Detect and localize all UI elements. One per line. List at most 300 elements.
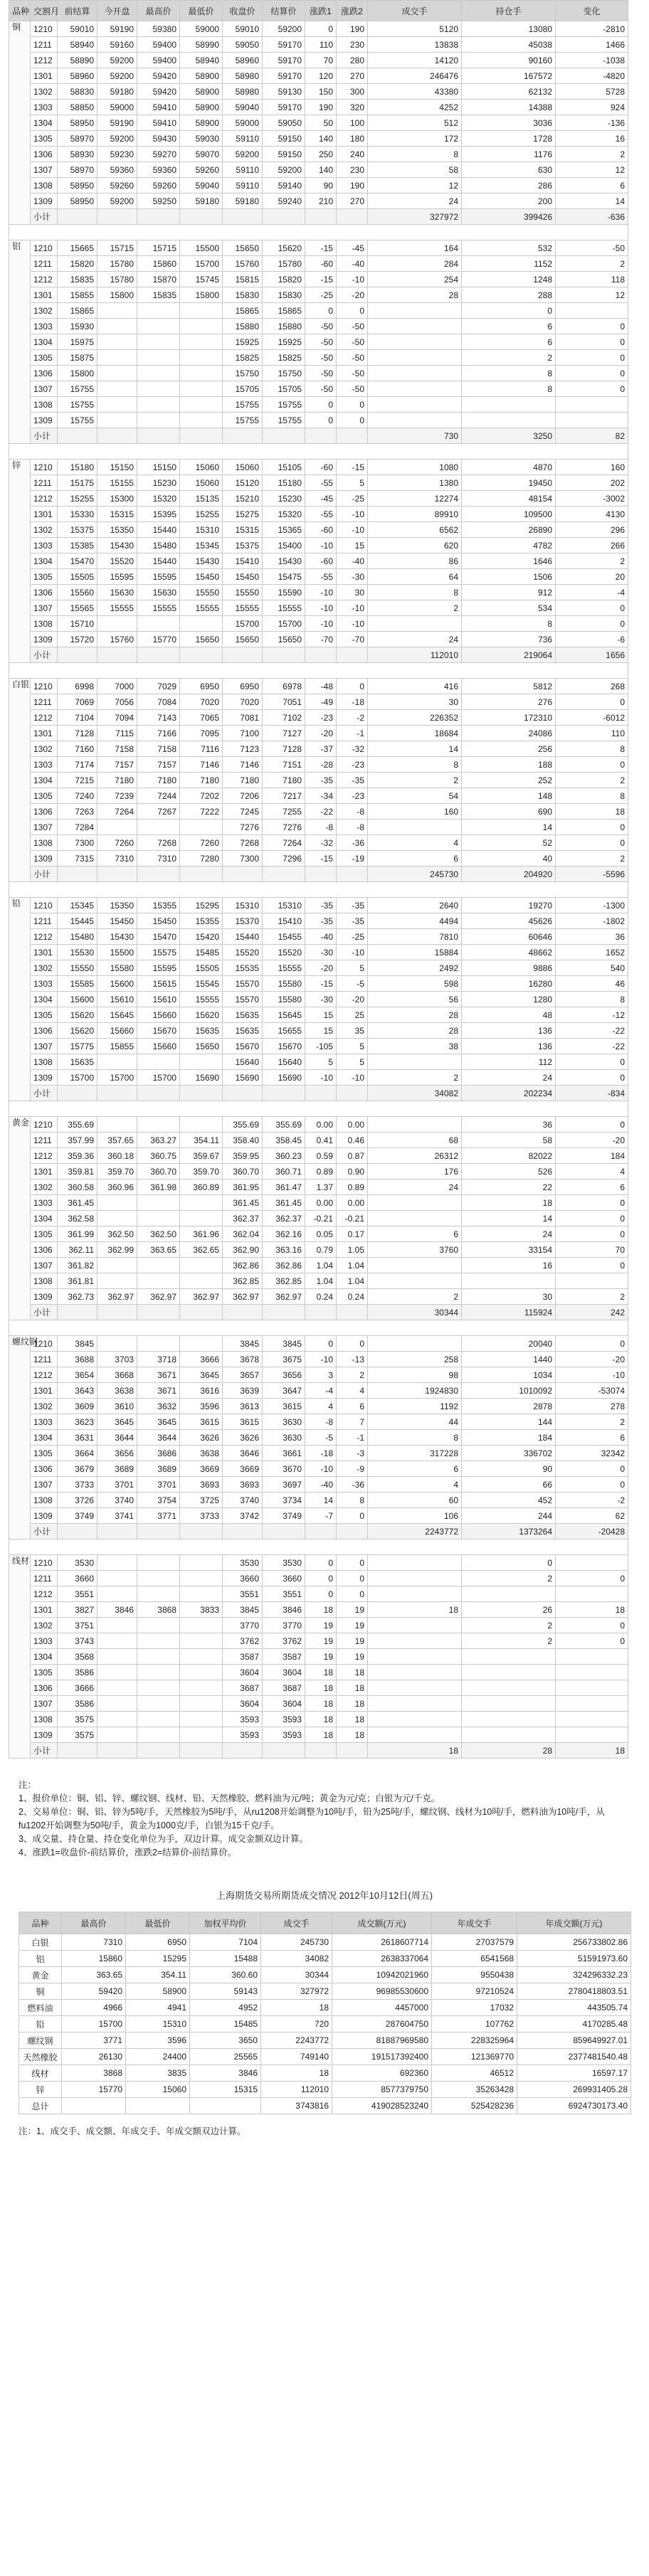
table-cell	[137, 350, 180, 366]
commodity-name: 线材	[9, 1555, 31, 1759]
summary-cell: 59143	[190, 1983, 261, 2000]
table-cell: 7260	[180, 835, 223, 851]
table-cell: 736	[462, 632, 556, 647]
table-cell	[97, 1336, 137, 1352]
table-row	[9, 1180, 628, 1195]
table-cell: 6562	[368, 522, 462, 538]
table-cell: 15500	[97, 945, 137, 960]
summary-cell: 15310	[126, 2016, 190, 2032]
table-cell: 45626	[462, 913, 556, 929]
table-cell: 7215	[58, 773, 97, 788]
table-row	[9, 413, 628, 428]
table-cell: 3666	[58, 1680, 97, 1696]
table-cell: 30	[337, 585, 368, 600]
table-cell: -40	[305, 1477, 337, 1493]
table-cell: 280	[337, 53, 368, 68]
contract-month: 1304	[31, 992, 58, 1007]
table-row	[9, 1602, 628, 1618]
table-row	[9, 1571, 628, 1586]
summary-cell: 121369770	[432, 2049, 517, 2065]
table-cell: 58980	[223, 84, 263, 100]
table-cell: 0	[556, 1117, 628, 1133]
table-cell: 140	[305, 131, 337, 147]
table-cell: 15230	[137, 475, 180, 491]
table-cell: 59000	[223, 115, 263, 131]
table-row	[9, 1023, 628, 1039]
subtotal-cell: -834	[556, 1086, 628, 1101]
table-cell	[180, 1336, 223, 1352]
table-row	[9, 240, 628, 256]
table-row	[9, 553, 628, 569]
table-cell: 19270	[462, 898, 556, 913]
table-cell	[462, 1586, 556, 1602]
table-cell: 360.23	[263, 1148, 305, 1164]
table-cell: 3845	[223, 1336, 263, 1352]
table-cell: 6	[556, 178, 628, 194]
subtotal-cell: 204920	[462, 866, 556, 882]
table-cell: 1646	[462, 553, 556, 569]
table-row	[9, 21, 628, 37]
table-cell: 512	[368, 115, 462, 131]
table-cell: 58	[462, 1133, 556, 1148]
table-cell: 59180	[180, 194, 223, 209]
table-cell: 15690	[223, 1070, 263, 1086]
table-row	[9, 1461, 628, 1477]
table-cell: 12	[556, 287, 628, 303]
table-cell	[137, 1727, 180, 1743]
table-cell: 5812	[462, 679, 556, 694]
summary-commodity: 铝	[19, 1951, 62, 1967]
table-cell: 6	[556, 1430, 628, 1446]
table-cell: 3751	[58, 1618, 97, 1633]
table-row	[9, 710, 628, 726]
table-cell: 1010092	[462, 1383, 556, 1399]
table-cell: 15580	[263, 976, 305, 992]
table-cell	[97, 1712, 137, 1727]
table-cell	[137, 381, 180, 397]
table-cell: 15830	[263, 287, 305, 303]
table-cell: 6	[462, 334, 556, 350]
table-cell: 15755	[223, 413, 263, 428]
table-cell: 59050	[263, 115, 305, 131]
table-cell: 110	[556, 726, 628, 741]
table-cell: 15660	[97, 1023, 137, 1039]
table-cell: 3631	[58, 1430, 97, 1446]
table-cell	[137, 397, 180, 413]
table-cell: 45038	[462, 37, 556, 53]
table-cell	[97, 1211, 137, 1226]
subtotal-cell: 112010	[368, 647, 462, 663]
table-cell: 18	[305, 1727, 337, 1743]
table-cell	[97, 381, 137, 397]
contract-month: 1301	[31, 507, 58, 522]
table-cell: 226352	[368, 710, 462, 726]
table-row	[9, 319, 628, 334]
table-cell	[97, 1555, 137, 1571]
table-row	[9, 929, 628, 945]
table-cell: 3693	[180, 1477, 223, 1493]
table-cell: -10	[556, 1367, 628, 1383]
summary-cell: 749140	[261, 2049, 332, 2065]
table-cell: 3587	[263, 1649, 305, 1665]
subtotal-cell	[58, 1086, 97, 1101]
summary-cell: 3650	[190, 2032, 261, 2049]
summary-row	[19, 2082, 631, 2098]
contract-month: 1309	[31, 194, 58, 209]
table-cell: 40	[462, 851, 556, 866]
table-cell: 359.70	[97, 1164, 137, 1180]
summary-cell: 6950	[126, 1934, 190, 1951]
subtotal-cell	[337, 209, 368, 225]
table-cell: 15310	[263, 898, 305, 913]
table-cell: 59170	[263, 53, 305, 68]
table-cell: 52	[462, 835, 556, 851]
table-cell: 630	[462, 162, 556, 178]
table-cell: 7157	[137, 757, 180, 773]
table-cell: 59030	[180, 131, 223, 147]
table-cell: -40	[337, 553, 368, 569]
table-cell: 0.89	[305, 1164, 337, 1180]
table-cell: 7310	[137, 851, 180, 866]
table-cell: 690	[462, 804, 556, 820]
table-cell: 3586	[58, 1665, 97, 1680]
table-row	[9, 538, 628, 553]
table-cell: 15635	[223, 1023, 263, 1039]
table-cell: 3689	[137, 1461, 180, 1477]
table-cell: -23	[337, 757, 368, 773]
subtotal-cell	[180, 209, 223, 225]
table-cell: 59270	[137, 147, 180, 162]
table-cell: 50	[305, 115, 337, 131]
subtotal-label: 小计	[31, 1524, 58, 1539]
summary-row	[19, 1951, 631, 1967]
table-cell: 5120	[368, 21, 462, 37]
section-gap	[9, 444, 628, 460]
table-cell: 3656	[97, 1446, 137, 1461]
table-cell: -6012	[556, 710, 628, 726]
summary-commodity: 黄金	[19, 1967, 62, 1983]
table-cell: 3726	[58, 1493, 97, 1508]
contract-month: 1308	[31, 178, 58, 194]
table-cell: -19	[337, 851, 368, 866]
summary-cell: 15060	[126, 2082, 190, 2098]
table-cell: 58950	[58, 178, 97, 194]
subtotal-cell: 327972	[368, 209, 462, 225]
table-cell	[180, 1054, 223, 1070]
table-row	[9, 1242, 628, 1258]
subtotal-cell	[137, 1305, 180, 1320]
table-cell: 44	[368, 1414, 462, 1430]
table-cell: 48662	[462, 945, 556, 960]
contract-month: 1301	[31, 1602, 58, 1618]
table-cell: 452	[462, 1493, 556, 1508]
table-cell	[137, 1211, 180, 1226]
table-cell: 148	[462, 788, 556, 804]
table-cell: 2	[462, 1571, 556, 1586]
table-cell: -1038	[556, 53, 628, 68]
table-row	[9, 585, 628, 600]
table-cell: 416	[368, 679, 462, 694]
table-cell: 15640	[263, 1054, 305, 1070]
table-cell: -40	[305, 929, 337, 945]
table-cell: 359.70	[180, 1164, 223, 1180]
table-cell: 140	[305, 162, 337, 178]
table-cell: 18	[337, 1665, 368, 1680]
notes-block	[19, 1779, 630, 1860]
table-cell	[180, 413, 223, 428]
table-cell: -2810	[556, 21, 628, 37]
table-cell: 15715	[97, 240, 137, 256]
table-cell	[180, 303, 223, 319]
subtotal-cell: 730	[368, 428, 462, 444]
table-cell	[556, 1712, 628, 1727]
table-cell: -1	[337, 1430, 368, 1446]
table-cell: -55	[305, 507, 337, 522]
table-cell: 3530	[263, 1555, 305, 1571]
gap-cell	[9, 1320, 628, 1336]
contract-month: 1306	[31, 366, 58, 381]
table-cell	[137, 1273, 180, 1289]
table-cell: 188	[462, 757, 556, 773]
table-cell: 15620	[180, 1007, 223, 1023]
table-cell: 59050	[223, 37, 263, 53]
table-cell: 15450	[180, 569, 223, 585]
contract-month: 1301	[31, 1164, 58, 1180]
table-cell: 0	[556, 1258, 628, 1273]
table-cell: 7160	[58, 741, 97, 757]
commodity-name: 锌	[9, 460, 31, 663]
table-cell: 3678	[223, 1352, 263, 1367]
table-cell	[180, 820, 223, 835]
subtotal-row	[9, 1743, 628, 1759]
summary-cell: 24400	[126, 2049, 190, 2065]
subtotal-cell	[137, 1086, 180, 1101]
table-cell: 362.86	[263, 1258, 305, 1273]
table-cell: 3593	[263, 1727, 305, 1743]
table-cell: 15180	[263, 475, 305, 491]
table-cell: -70	[337, 632, 368, 647]
summary-commodity: 白银	[19, 1934, 62, 1951]
contract-month: 1302	[31, 1618, 58, 1633]
table-cell: -35	[337, 773, 368, 788]
summary-row	[19, 2049, 631, 2065]
table-cell	[368, 1649, 462, 1665]
table-cell: -8	[305, 820, 337, 835]
table-cell: 3733	[58, 1477, 97, 1493]
table-cell: 8	[556, 992, 628, 1007]
table-cell: 0	[556, 1054, 628, 1070]
contract-month: 1307	[31, 381, 58, 397]
subtotal-cell: -5596	[556, 866, 628, 882]
table-cell	[180, 1633, 223, 1649]
table-cell: 2	[462, 1633, 556, 1649]
table-row	[9, 1446, 628, 1461]
table-cell: 362.85	[223, 1273, 263, 1289]
table-cell: 59000	[97, 100, 137, 115]
column-header: 品种	[9, 1, 31, 21]
table-cell: 3575	[58, 1712, 97, 1727]
gap-cell	[9, 1539, 628, 1555]
table-cell: 3762	[263, 1633, 305, 1649]
table-cell: 362.58	[58, 1211, 97, 1226]
table-cell: 526	[462, 1164, 556, 1180]
table-cell: 59200	[97, 68, 137, 84]
table-cell: 30	[368, 694, 462, 710]
table-cell: 3740	[97, 1493, 137, 1508]
table-row	[9, 256, 628, 272]
table-cell: 15375	[223, 538, 263, 553]
table-cell: 15545	[180, 976, 223, 992]
column-header: 成交手	[368, 1, 462, 21]
table-cell	[180, 334, 223, 350]
table-row	[9, 616, 628, 632]
table-cell: 0	[556, 1618, 628, 1633]
table-cell: 24	[368, 632, 462, 647]
table-cell	[137, 413, 180, 428]
table-cell: 58930	[58, 147, 97, 162]
table-cell: -25	[337, 491, 368, 507]
table-row	[9, 100, 628, 115]
subtotal-label: 小计	[31, 1743, 58, 1759]
table-row	[9, 1039, 628, 1054]
table-cell: 15630	[137, 585, 180, 600]
table-cell: 89910	[368, 507, 462, 522]
table-cell: 7127	[263, 726, 305, 741]
table-cell: 15855	[58, 287, 97, 303]
table-cell: 3771	[137, 1508, 180, 1524]
table-cell	[368, 1696, 462, 1712]
summary-column-header: 年成交额(万元)	[517, 1912, 631, 1934]
table-cell: 86	[368, 553, 462, 569]
table-cell: 6978	[263, 679, 305, 694]
table-cell: 1.37	[305, 1180, 337, 1195]
column-header: 最低价	[180, 1, 223, 21]
gap-cell	[9, 882, 628, 898]
table-cell: 2	[556, 256, 628, 272]
table-cell: 8	[368, 1430, 462, 1446]
footer-note: 注：1、成交手、成交额、年成交手、年成交额双边计算。	[19, 2126, 246, 2136]
table-cell: 18	[305, 1680, 337, 1696]
subtotal-cell	[97, 1743, 137, 1759]
subtotal-label: 小计	[31, 428, 58, 444]
table-cell: 3623	[58, 1414, 97, 1430]
table-cell	[137, 1649, 180, 1665]
table-cell: 18	[305, 1712, 337, 1727]
contract-month: 1211	[31, 475, 58, 491]
subtotal-cell	[223, 428, 263, 444]
table-cell	[368, 1680, 462, 1696]
table-row	[9, 976, 628, 992]
table-row	[9, 804, 628, 820]
table-cell	[368, 397, 462, 413]
table-cell: 7158	[97, 741, 137, 757]
table-cell: 0	[305, 1586, 337, 1602]
table-cell: 59110	[223, 131, 263, 147]
table-cell	[368, 1054, 462, 1070]
table-cell: -4820	[556, 68, 628, 84]
table-cell: 3593	[263, 1712, 305, 1727]
table-cell: 15860	[137, 256, 180, 272]
table-cell: 4	[368, 835, 462, 851]
contract-month: 1306	[31, 1461, 58, 1477]
contract-month: 1304	[31, 334, 58, 350]
table-cell: 15760	[97, 632, 137, 647]
summary-cell: 354.11	[126, 1967, 190, 1983]
summary-cell: 58900	[126, 1983, 190, 2000]
table-cell: -45	[337, 240, 368, 256]
table-cell: 361.95	[223, 1180, 263, 1195]
table-cell: 62132	[462, 84, 556, 100]
table-cell: 8	[337, 1493, 368, 1508]
table-cell: -48	[305, 679, 337, 694]
table-cell	[368, 319, 462, 334]
contract-month: 1303	[31, 976, 58, 992]
table-cell	[462, 1273, 556, 1289]
contract-month: 1305	[31, 569, 58, 585]
table-cell: 15520	[223, 945, 263, 960]
contract-month: 1301	[31, 945, 58, 960]
table-cell: 190	[337, 178, 368, 194]
table-row	[9, 1133, 628, 1148]
commodity-name: 铜	[9, 21, 31, 225]
table-cell: 15595	[97, 569, 137, 585]
contract-month: 1210	[31, 460, 58, 475]
table-cell	[556, 1727, 628, 1743]
summary-cell: 191517392400	[332, 2049, 432, 2065]
table-cell: 2	[368, 600, 462, 616]
table-cell: -8	[305, 1414, 337, 1430]
table-cell: 20040	[462, 1336, 556, 1352]
table-cell: 48154	[462, 491, 556, 507]
table-cell: 15455	[263, 929, 305, 945]
table-cell: 362.97	[97, 1289, 137, 1305]
table-cell: 3688	[58, 1352, 97, 1367]
table-cell: -20	[305, 960, 337, 976]
table-cell: 15570	[223, 976, 263, 992]
table-cell: 15700	[58, 1070, 97, 1086]
table-row	[9, 820, 628, 835]
table-cell: 18	[337, 1696, 368, 1712]
table-cell: 3643	[58, 1383, 97, 1399]
subtotal-cell: 115924	[462, 1305, 556, 1320]
table-cell: -32	[337, 741, 368, 757]
summary-cell: 269931405.28	[517, 2082, 631, 2098]
table-cell: 30	[462, 1289, 556, 1305]
table-cell: 0	[305, 303, 337, 319]
table-cell	[97, 1195, 137, 1211]
table-cell	[368, 334, 462, 350]
table-cell: 15820	[263, 272, 305, 287]
table-cell	[180, 1712, 223, 1727]
table-cell: 24	[368, 1180, 462, 1195]
subtotal-cell	[97, 866, 137, 882]
table-cell: -10	[305, 1352, 337, 1367]
contract-month: 1302	[31, 741, 58, 757]
table-cell: 288	[462, 287, 556, 303]
futures-quote-table	[9, 0, 628, 1759]
summary-cell: 2243772	[261, 2032, 332, 2049]
table-cell: 3644	[97, 1430, 137, 1446]
table-cell	[97, 366, 137, 381]
table-cell: 15820	[58, 256, 97, 272]
table-cell: 3645	[137, 1414, 180, 1430]
table-cell	[137, 1054, 180, 1070]
table-row	[9, 945, 628, 960]
table-cell: -1	[337, 726, 368, 741]
table-cell: 4494	[368, 913, 462, 929]
table-cell: 15750	[223, 366, 263, 381]
table-cell: 15445	[58, 913, 97, 929]
